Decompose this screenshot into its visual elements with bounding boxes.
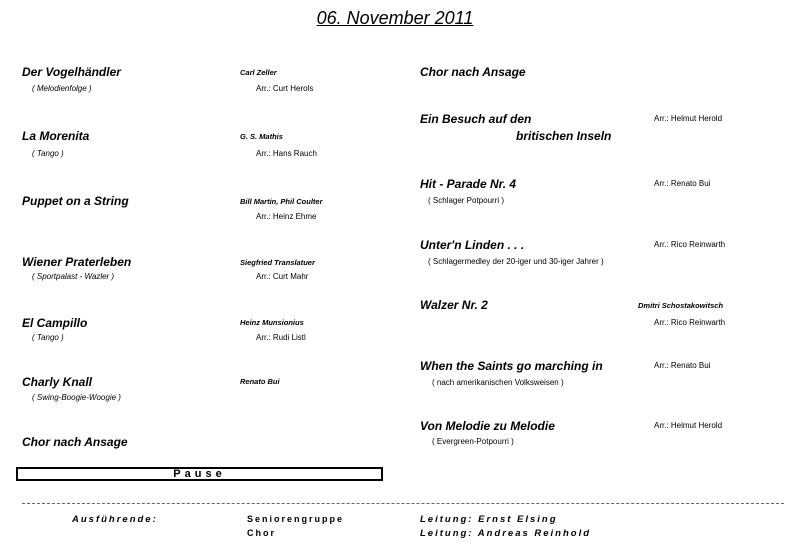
piece-title-line2: britischen Inseln — [516, 129, 612, 143]
composer: Bill Martin, Phil Coulter — [240, 197, 323, 206]
composer: Siegfried Translatuer — [240, 258, 315, 267]
composer: Heinz Munsionius — [240, 318, 304, 327]
pause-label: Pause — [173, 468, 226, 480]
performers-label: Ausführende: — [72, 514, 158, 525]
piece-title: Charly Knall — [22, 375, 93, 389]
leader: Leitung: Andreas Reinhold — [420, 528, 592, 539]
composer: Dmitri Schostakowitsch — [638, 301, 724, 310]
piece-title: Hit - Parade Nr. 4 — [420, 177, 517, 191]
arranger: Arr.: Hans Rauch — [256, 149, 317, 158]
program-date: 06. November 2011 — [316, 8, 474, 28]
piece-title: Puppet on a String — [22, 194, 129, 208]
piece-subtitle: ( Evergreen-Potpourri ) — [432, 437, 514, 446]
piece-title: Ein Besuch auf den — [420, 112, 532, 126]
arranger: Arr.: Rico Reinwarth — [654, 318, 726, 327]
piece-title: Von Melodie zu Melodie — [420, 419, 555, 433]
piece-subtitle: ( Schlager Potpourri ) — [428, 196, 505, 205]
piece-title: When the Saints go marching in — [420, 359, 603, 373]
leader: Leitung: Ernst Elsing — [420, 514, 558, 525]
piece-title: Walzer Nr. 2 — [420, 298, 488, 312]
footer-divider — [22, 503, 784, 504]
piece-subtitle: ( Tango ) — [32, 149, 64, 158]
performer-group: Seniorengruppe — [247, 514, 345, 524]
arranger: Arr.: Rico Reinwarth — [654, 240, 726, 249]
arranger: Arr.: Curt Mahr — [256, 272, 309, 281]
arranger: Arr.: Heinz Ehme — [256, 212, 317, 221]
piece-subtitle: ( Tango ) — [32, 333, 64, 342]
piece-subtitle: ( Swing-Boogie-Woogie ) — [32, 393, 121, 402]
piece-title: Chor nach Ansage — [22, 435, 128, 449]
composer: Carl Zeller — [240, 68, 277, 77]
piece-title: Unter'n Linden . . . — [420, 238, 525, 252]
piece-subtitle: ( nach amerikanischen Volksweisen ) — [432, 378, 564, 387]
arranger: Arr.: Curt Herols — [256, 84, 314, 93]
piece-title: Wiener Praterleben — [22, 255, 132, 269]
piece-title: La Morenita — [22, 129, 90, 143]
arranger: Arr.: Helmut Herold — [654, 421, 723, 430]
performer-group: Chor — [247, 528, 276, 538]
piece-title: Der Vogelhändler — [22, 65, 121, 79]
arranger: Arr.: Helmut Herold — [654, 114, 723, 123]
arranger: Arr.: Renato Bui — [654, 361, 711, 370]
piece-subtitle: ( Schlagermedley der 20-iger und 30-iger Jahrer ) — [428, 257, 604, 266]
piece-title: El Campillo — [22, 316, 88, 330]
composer: G. S. Mathis — [240, 132, 283, 141]
composer: Renato Bui — [240, 377, 280, 386]
piece-subtitle: ( Melodienfolge ) — [32, 84, 92, 93]
piece-subtitle: ( Sportpalast - Wazler ) — [32, 272, 115, 281]
arranger: Arr.: Renato Bui — [654, 179, 711, 188]
piece-title: Chor nach Ansage — [420, 65, 526, 79]
arranger: Arr.: Rudi Listl — [256, 333, 306, 342]
